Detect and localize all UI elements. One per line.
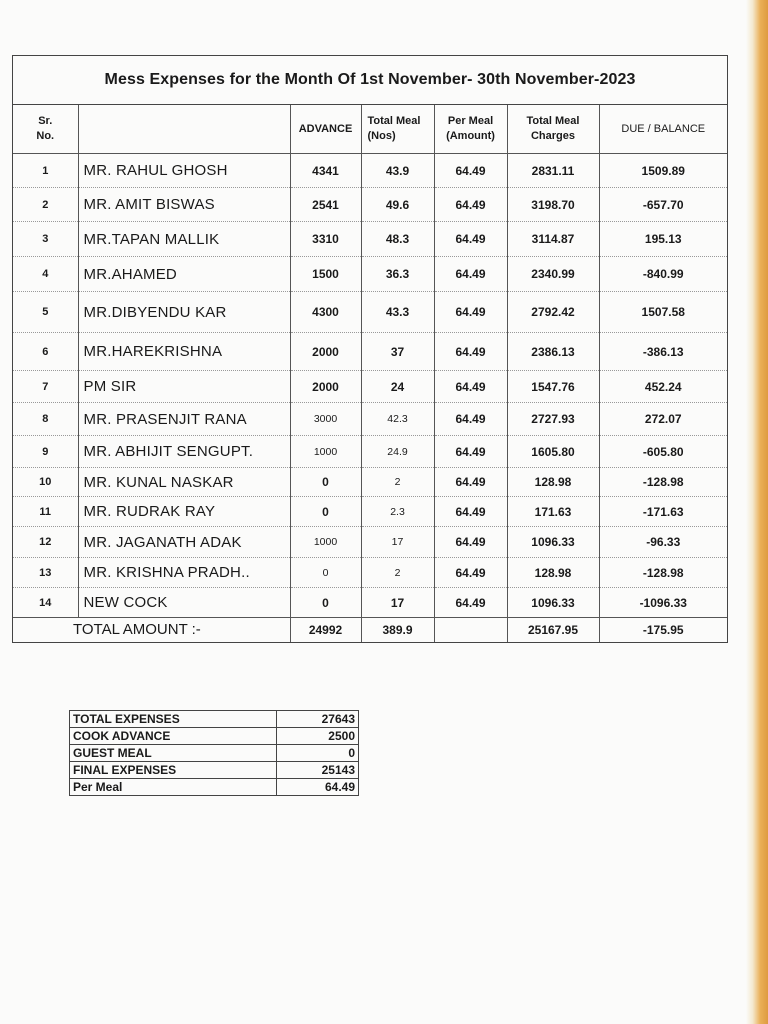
row-total-meal: 2 xyxy=(361,468,434,497)
total-row xyxy=(13,618,727,642)
row-name: NEW COCK xyxy=(78,588,290,618)
expenses-table xyxy=(13,105,727,642)
row-advance: 0 xyxy=(290,558,361,588)
row-name: MR. KUNAL NASKAR xyxy=(78,468,290,497)
row-per-meal: 64.49 xyxy=(434,257,507,292)
row-per-meal: 64.49 xyxy=(434,292,507,333)
table-row xyxy=(13,558,727,588)
row-due: 1509.89 xyxy=(599,154,727,188)
row-sr: 12 xyxy=(13,527,78,558)
summary-value: 0 xyxy=(277,745,359,762)
row-due: 272.07 xyxy=(599,403,727,436)
total-advance: 24992 xyxy=(290,618,361,642)
total-label: TOTAL AMOUNT :- xyxy=(13,618,290,642)
row-charges: 1096.33 xyxy=(507,588,599,618)
row-sr: 6 xyxy=(13,333,78,371)
row-total-meal: 24 xyxy=(361,371,434,403)
row-per-meal: 64.49 xyxy=(434,188,507,222)
row-advance: 2000 xyxy=(290,333,361,371)
summary-label: FINAL EXPENSES xyxy=(70,762,277,779)
row-name: MR.AHAMED xyxy=(78,257,290,292)
row-advance: 0 xyxy=(290,497,361,527)
row-per-meal: 64.49 xyxy=(434,333,507,371)
row-total-meal: 17 xyxy=(361,527,434,558)
row-due: -171.63 xyxy=(599,497,727,527)
row-name: MR.DIBYENDU KAR xyxy=(78,292,290,333)
summary-label: GUEST MEAL xyxy=(70,745,277,762)
row-due: -1096.33 xyxy=(599,588,727,618)
summary-row xyxy=(70,711,359,728)
row-due: -386.13 xyxy=(599,333,727,371)
page-edge-shadow xyxy=(746,0,768,1024)
row-total-meal: 37 xyxy=(361,333,434,371)
row-charges: 2727.93 xyxy=(507,403,599,436)
total-charges: 25167.95 xyxy=(507,618,599,642)
summary-value: 64.49 xyxy=(277,779,359,796)
row-per-meal: 64.49 xyxy=(434,403,507,436)
row-per-meal: 64.49 xyxy=(434,371,507,403)
header-advance: ADVANCE xyxy=(290,105,361,154)
table-row xyxy=(13,188,727,222)
row-due: 452.24 xyxy=(599,371,727,403)
row-due: -840.99 xyxy=(599,257,727,292)
row-name: MR. JAGANATH ADAK xyxy=(78,527,290,558)
summary-row xyxy=(70,762,359,779)
row-total-meal: 17 xyxy=(361,588,434,618)
row-charges: 1096.33 xyxy=(507,527,599,558)
table-row xyxy=(13,497,727,527)
row-advance: 4300 xyxy=(290,292,361,333)
table-row xyxy=(13,333,727,371)
row-due: -605.80 xyxy=(599,436,727,468)
row-sr: 4 xyxy=(13,257,78,292)
table-row xyxy=(13,371,727,403)
row-total-meal: 48.3 xyxy=(361,222,434,257)
row-charges: 2792.42 xyxy=(507,292,599,333)
row-charges: 2386.13 xyxy=(507,333,599,371)
row-per-meal: 64.49 xyxy=(434,222,507,257)
row-per-meal: 64.49 xyxy=(434,588,507,618)
document-title: Mess Expenses for the Month Of 1st November- 30th November-2023 xyxy=(13,56,727,105)
row-sr: 9 xyxy=(13,436,78,468)
row-sr: 8 xyxy=(13,403,78,436)
row-name: MR. ABHIJIT SENGUPT. xyxy=(78,436,290,468)
table-row xyxy=(13,403,727,436)
row-advance: 1000 xyxy=(290,436,361,468)
summary-label: TOTAL EXPENSES xyxy=(70,711,277,728)
row-sr: 13 xyxy=(13,558,78,588)
row-due: -128.98 xyxy=(599,468,727,497)
header-sr: Sr. No. xyxy=(13,105,78,154)
row-total-meal: 24.9 xyxy=(361,436,434,468)
summary-value: 25143 xyxy=(277,762,359,779)
row-advance: 3310 xyxy=(290,222,361,257)
table-row xyxy=(13,588,727,618)
row-charges: 128.98 xyxy=(507,558,599,588)
total-per-meal xyxy=(434,618,507,642)
row-total-meal: 42.3 xyxy=(361,403,434,436)
total-due: -175.95 xyxy=(599,618,727,642)
row-advance: 4341 xyxy=(290,154,361,188)
row-charges: 3114.87 xyxy=(507,222,599,257)
row-total-meal: 2.3 xyxy=(361,497,434,527)
row-per-meal: 64.49 xyxy=(434,527,507,558)
header-name xyxy=(78,105,290,154)
summary-label: Per Meal xyxy=(70,779,277,796)
header-per-meal: Per Meal (Amount) xyxy=(434,105,507,154)
table-row xyxy=(13,154,727,188)
row-charges: 2831.11 xyxy=(507,154,599,188)
summary-label: COOK ADVANCE xyxy=(70,728,277,745)
header-row xyxy=(13,105,727,154)
row-due: 1507.58 xyxy=(599,292,727,333)
row-per-meal: 64.49 xyxy=(434,558,507,588)
summary-value: 2500 xyxy=(277,728,359,745)
row-advance: 0 xyxy=(290,468,361,497)
header-charges: Total Meal Charges xyxy=(507,105,599,154)
row-name: MR. AMIT BISWAS xyxy=(78,188,290,222)
row-name: MR. PRASENJIT RANA xyxy=(78,403,290,436)
row-per-meal: 64.49 xyxy=(434,154,507,188)
summary-row xyxy=(70,745,359,762)
row-per-meal: 64.49 xyxy=(434,497,507,527)
row-charges: 2340.99 xyxy=(507,257,599,292)
total-meals: 389.9 xyxy=(361,618,434,642)
row-advance: 2541 xyxy=(290,188,361,222)
row-name: PM SIR xyxy=(78,371,290,403)
row-sr: 11 xyxy=(13,497,78,527)
row-charges: 1605.80 xyxy=(507,436,599,468)
row-total-meal: 49.6 xyxy=(361,188,434,222)
row-name: MR. RUDRAK RAY xyxy=(78,497,290,527)
row-due: -128.98 xyxy=(599,558,727,588)
row-advance: 1000 xyxy=(290,527,361,558)
row-per-meal: 64.49 xyxy=(434,468,507,497)
table-row xyxy=(13,257,727,292)
summary-row xyxy=(70,779,359,796)
table-row xyxy=(13,436,727,468)
row-total-meal: 36.3 xyxy=(361,257,434,292)
row-due: 195.13 xyxy=(599,222,727,257)
row-charges: 171.63 xyxy=(507,497,599,527)
row-charges: 1547.76 xyxy=(507,371,599,403)
row-total-meal: 43.3 xyxy=(361,292,434,333)
row-total-meal: 2 xyxy=(361,558,434,588)
row-sr: 1 xyxy=(13,154,78,188)
header-total-meal: Total Meal (Nos) xyxy=(361,105,434,154)
table-row xyxy=(13,527,727,558)
expenses-table-frame xyxy=(12,55,728,643)
row-charges: 128.98 xyxy=(507,468,599,497)
table-row xyxy=(13,292,727,333)
row-name: MR. KRISHNA PRADH.. xyxy=(78,558,290,588)
table-row xyxy=(13,468,727,497)
table-row xyxy=(13,222,727,257)
summary-table xyxy=(69,710,359,796)
summary-row xyxy=(70,728,359,745)
row-advance: 2000 xyxy=(290,371,361,403)
row-per-meal: 64.49 xyxy=(434,436,507,468)
row-sr: 5 xyxy=(13,292,78,333)
header-due: DUE / BALANCE xyxy=(599,105,727,154)
row-total-meal: 43.9 xyxy=(361,154,434,188)
row-advance: 0 xyxy=(290,588,361,618)
row-name: MR.TAPAN MALLIK xyxy=(78,222,290,257)
summary-value: 27643 xyxy=(277,711,359,728)
row-charges: 3198.70 xyxy=(507,188,599,222)
row-sr: 7 xyxy=(13,371,78,403)
row-advance: 3000 xyxy=(290,403,361,436)
row-advance: 1500 xyxy=(290,257,361,292)
row-sr: 2 xyxy=(13,188,78,222)
row-sr: 3 xyxy=(13,222,78,257)
row-due: -657.70 xyxy=(599,188,727,222)
row-name: MR. RAHUL GHOSH xyxy=(78,154,290,188)
row-sr: 14 xyxy=(13,588,78,618)
row-due: -96.33 xyxy=(599,527,727,558)
row-sr: 10 xyxy=(13,468,78,497)
row-name: MR.HAREKRISHNA xyxy=(78,333,290,371)
